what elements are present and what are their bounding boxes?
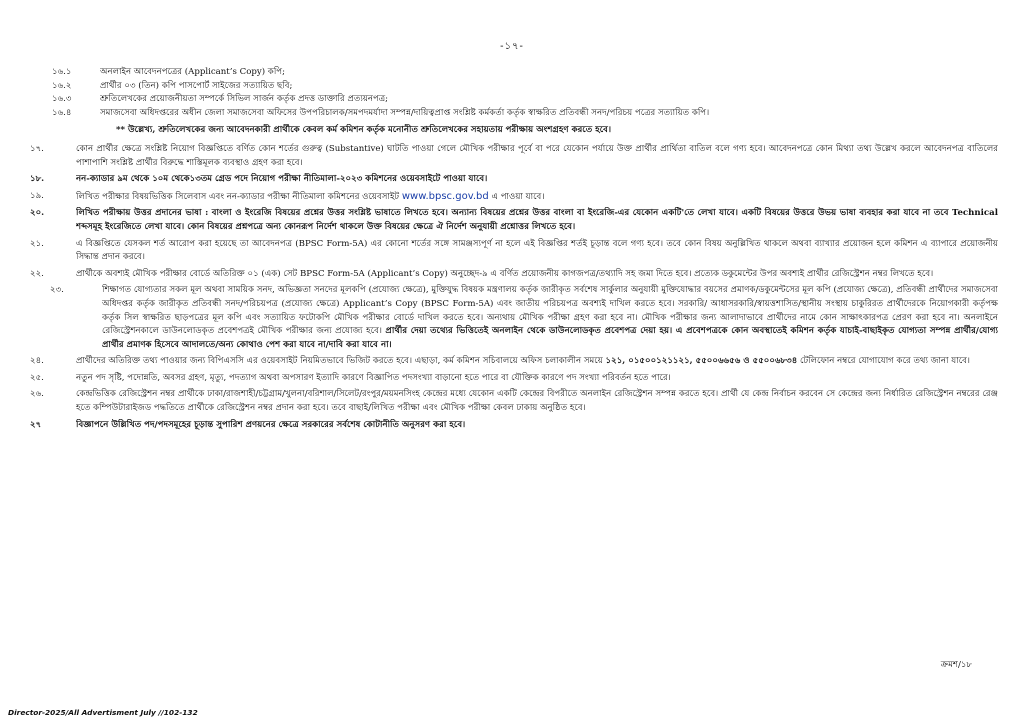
item-number: ২৩. (50, 285, 64, 296)
clause-23-text: শিক্ষাগত যোগ্যতার সকল মূল অথবা সাময়িক সনদ, অভিজ্ঞতা সনদের মূলকপি (প্রযোজ্য ক্ষেত্রে), মুক্তিযুদ্ধ বিষয়ক মন্ত্রণালয় কর্তৃক জারীকৃত সর্বশেষ সার্কুলার অনুযায়ী মুক্তিযোদ্ধার বয়সের প্রমাণক/ডকুমেন্টসের মূল কপি (প্রযোজ্য ক্ষেত্রে), প্রতিবন্ধী প্রার্থীদের সমাজসেবা অধিদপ্তর কর্তৃক জারীকৃত প্রতিবন্ধী সনদ/পরিচয়পত্র (প্রযোজ্য ক্ষেত্রে) Applicant’s Copy (BPSC Form-5A) এবং জাতীয় পরিচয়পত্র অবশ্যই দাখিল করতে হবে। সরকারি/ আধাসরকারি/স্বায়ত্তশাসিত/স্থানীয় সংস্থায় চাকুরিরত প্রার্থীদেরকে নিয়োগকারী কর্তৃপক্ষ কর্তৃক সিল স্বাক্ষরিত ছাড়পত্রের মূল কপি এবং সত্যায়িত ফটোকপি মৌখিক পরীক্ষার বোর্ডে দাখিল করতে হবে। অন্যথায় মৌখিক পরীক্ষা গ্রহণ করা হবে না। মৌখিক পরীক্ষার জন্য আলাদাভাবে প্রার্থীদের নামে কোন সাক্ষাৎকারপত্র প্রেরণ করা হবে না। অনলাইনে রেজিস্ট্রেশনকালে ডাউনলোডকৃত প্রবেশপত্রই মৌখিক পরীক্ষার জন্য প্রযোজ্য হবে। (102, 285, 998, 337)
item-number: ২২. (30, 268, 44, 279)
clause-23 (28, 284, 998, 352)
item-text (76, 190, 998, 205)
clause-23-bold-text: প্রার্থীর দেয়া তথ্যের ভিত্তিতেই অনলাইন থেকে ডাউনলোডকৃত প্রবেশপত্র দেয়া হয়। এ প্রবেশপত্রকে কোন অবস্থাতেই কমিশন কর্তৃক যাচাই-বাছাইকৃত যোগ্যতা সম্পন্ন প্রার্থীর/যোগ্য প্রার্থীর প্রমাণক হিসেবে আদালতে/অন্য কোথাও পেশ করা যাবে না/দাবি করা যাবে না। (102, 326, 998, 350)
item-number: ২১. (30, 238, 44, 249)
list-item (28, 107, 998, 121)
item-text: নন-ক্যাডার ৯ম থেকে ১০ম থেকে১৩তম গ্রেড পদে নিয়োগ পরীক্ষা নীতিমালা-২০২৩ কমিশনের ওয়েবসাইটে পাওয়া যাবে। (76, 174, 488, 185)
list-item (28, 93, 998, 107)
clause-25 (28, 372, 998, 386)
item-number: ১৬.৪ (52, 107, 72, 118)
clause-24-text-end: টেলিফোন নম্বরে যোগাযোগ করে তথ্য জানা যাবে। (800, 356, 970, 367)
item-number: ১৭. (30, 143, 44, 154)
item-number: ২৫. (30, 372, 44, 383)
item-text: সমাজসেবা অধিদপ্তরের অধীন জেলা সমাজসেবা অফিসের উপপরিচালক/সমপদমর্যাদা সম্পন্ন/দায়িত্বপ্রাপ্ত সংশ্লিষ্ট কর্মকর্তা কর্তৃক স্বাক্ষরিত প্রতিবন্ধী সনদ/পরিচয় পত্রের সত্যায়িত কপি। (100, 107, 710, 118)
item-text: প্রার্থীকে অবশ্যই মৌখিক পরীক্ষার বোর্ডে অতিরিক্ত ০১ (এক) সেট BPSC Form-5A (Applicant’s Copy) অনুচ্ছেদ-৯ এ বর্ণিত প্রয়োজনীয় কাগজপত্র/তথ্যাদি সহ জমা দিতে হবে। প্রত্যেক ডকুমেন্টের উপর অবশ্যই প্রার্থীর রেজিস্ট্রেশন নম্বর লিখতে হবে। (76, 268, 934, 279)
list-item (28, 80, 998, 94)
item-number: ১৬.১ (52, 67, 72, 77)
list-item (28, 66, 998, 80)
clause-19-text: লিখিত পরীক্ষার বিষয়ভিত্তিক সিলেবাস এবং নন-ক্যাডার পরীক্ষা নীতিমালা কমিশনের ওয়েবসাইট (76, 191, 400, 202)
phone-numbers: ১২১, ০১৫০০১২১১২১, ৫৫০০৬৬৫৬ ও ৫৫০০৬৮৩৪ (605, 356, 798, 367)
item-text: কেন্দ্রভিত্তিক রেজিস্ট্রেশন নম্বর প্রার্থীকে ঢাকা/রাজশাহী/চট্টগ্রাম/খুলনা/বরিশাল/সিলেট/রংপুর/ময়মনসিংহ কেন্দ্রের মধ্যে যেকোন একটি কেন্দ্রের বিপরীতে অনলাইন রেজিস্ট্রেশন সম্পন্ন করতে হবে। প্রার্থী যে কেন্দ্র নির্বাচন করবেন সে কেন্দ্রের জন্য নির্ধারিত রেজিস্ট্রেশন নম্বরের রেঞ্জ হতে কম্পিউটারাইজড পদ্ধতিতে প্রার্থীকে রেজিস্ট্রেশন নম্বর প্রদান করা হবে। তবে বাছাই/লিখিত পরীক্ষা এবং মৌখিক পরীক্ষা কেবল ঢাকায় অনুষ্ঠিত হবে। (76, 389, 998, 414)
item-text (76, 355, 998, 369)
clause-17 (28, 143, 998, 170)
item-text: অনলাইন আবেদনপত্রের (Applicant’s Copy) কপি; (100, 67, 286, 77)
item-text: নতুন পদ সৃষ্টি, পদোন্নতি, অবসর গ্রহণ, মৃত্যু, পদত্যাগ অথবা অপসারণ ইত্যাদি কারণে বিজ্ঞাপিত পদসংখ্যা বাড়ানো হতে পারে বা যৌক্তিক কারণে পদ সংখ্যা পরিবর্তন হতে পারে। (76, 372, 671, 383)
item-number: ২৪. (30, 356, 44, 367)
item-number: ২০. (30, 208, 45, 219)
item-number: ১৮. (30, 174, 45, 185)
item-number: ২৭ (30, 419, 42, 430)
item-text: লিখিত পরীক্ষায় উত্তর প্রদানের ভাষা : বাংলা ও ইংরেজি বিষয়ের প্রশ্নের উত্তর সংশ্লিষ্ট ভাষাতে লিখতে হবে। অন্যান্য বিষয়ের প্রশ্নের উত্তর বাংলা বা ইংরেজি-এর যেকোন একটি'তে লেখা যাবে। একটি বিষয়ের উত্তরে উভয় ভাষা ব্যবহার করা যাবে না তবে Technical শব্দসমূহ ইংরেজিতে লেখা যাবে। কোন বিষয়ের প্রশ্নপত্রে অন্য কোনরূপ নির্দেশ থাকলে উক্ত বিষয়ের ক্ষেত্রে ঐ নির্দেশ অনুযায়ী প্রশ্নোত্তর লিখতে হবে। (76, 208, 998, 232)
clause-18 (28, 173, 998, 187)
item-number: ১৯. (30, 190, 44, 201)
clause-20 (28, 207, 998, 234)
clause-19-text-end: এ পাওয়া যাবে। (491, 191, 545, 202)
clause-26 (28, 388, 998, 415)
item-number: ১৬.৩ (52, 94, 72, 105)
item-text: এ বিজ্ঞপ্তিতে যেসকল শর্ত আরোপ করা হয়েছে তা আবেদনপত্র (BPSC Form-5A) এর কোনো শর্তের সঙ্গে সামঞ্জস্যপূর্ণ না হলে এই বিজ্ঞপ্তির শর্তই চূড়ান্ত বলে গণ্য হবে। তবে কোন বিষয় অনুল্লিখিত থাকলে অথবা ব্যাখ্যার প্রয়োজন হলে কমিশন এ ব্যাপারে প্রয়োজনীয় সিদ্ধান্ত প্রদান করবে। (76, 238, 998, 263)
item-text: প্রার্থীর ০৩ (তিন) কপি পাসপোর্ট সাইজের সত্যায়িত ছবি; (100, 80, 293, 91)
item-text: কোন প্রার্থীর ক্ষেত্রে সংশ্লিষ্ট নিয়োগ বিজ্ঞপ্তিতে বর্ণিত কোন শর্তের গুরুত্ব (Substantive) ঘাটতি পাওয়া গেলে মৌখিক পরীক্ষার পূর্বে বা পরে যেকোন পর্যায়ে উক্ত প্রার্থীর প্রার্থিতা বাতিল বলে গণ্য হবে। আবেদনপত্রে কোন মিথ্যা তথ্য উল্লেখ করলে আবেদনপত্র বাতিলের পাশাপাশি সংশ্লিষ্ট প্রার্থীর বিরুদ্ধে শাস্তিমূলক ব্যবস্থাও গ্রহণ করা হবে। (76, 143, 998, 168)
page-number: -১৭- (500, 41, 524, 52)
item-text (102, 284, 998, 352)
scribe-note: ** উল্লেখ্য, শ্রুতিলেখকের জন্য আবেদনকারী প্রার্থীকে কেবল কর্ম কমিশন কর্তৃক মনোনীত শ্রুতিলেখকের সহায়তায় পরীক্ষায় অংশগ্রহণ করতে হবে। (116, 125, 612, 136)
item-text: বিজ্ঞাপনে উল্লিখিত পদ/পদসমূহের চূড়ান্ত সুপারিশ প্রণয়নের ক্ষেত্রে সরকারের সর্বশেষ কোটানীতি অনুসরণ করা হবে। (76, 419, 466, 430)
clause-21 (28, 238, 998, 265)
footer-reference: Director-2025/All Advertisment July //102-132 (8, 708, 198, 717)
website-link[interactable]: www.bpsc.gov.bd (401, 190, 489, 202)
item-text: শ্রুতিলেখকের প্রয়োজনীয়তা সম্পর্কে সিভিল সার্জন কর্তৃক প্রদত্ত ডাক্তারি প্রত্যয়নপত্র; (100, 94, 389, 105)
item-number: ১৬.২ (52, 80, 72, 91)
continued-marker: ক্রমশ/১৮ (940, 660, 972, 670)
clause-19 (28, 190, 998, 205)
clause-22 (28, 268, 998, 282)
document-body (28, 66, 998, 435)
clause-24-text: প্রার্থীদের অতিরিক্ত তথ্য পাওয়ার জন্য বিপিএসসি এর ওয়েবসাইট নিয়মিতভাবে ভিজিট করতে হবে। এছাড়া, কর্ম কমিশন সচিবালয়ে অফিস চলাকালীন সময়ে (76, 356, 603, 367)
clause-27 (28, 419, 998, 433)
clause-24 (28, 355, 998, 369)
item-number: ২৬. (30, 389, 44, 400)
